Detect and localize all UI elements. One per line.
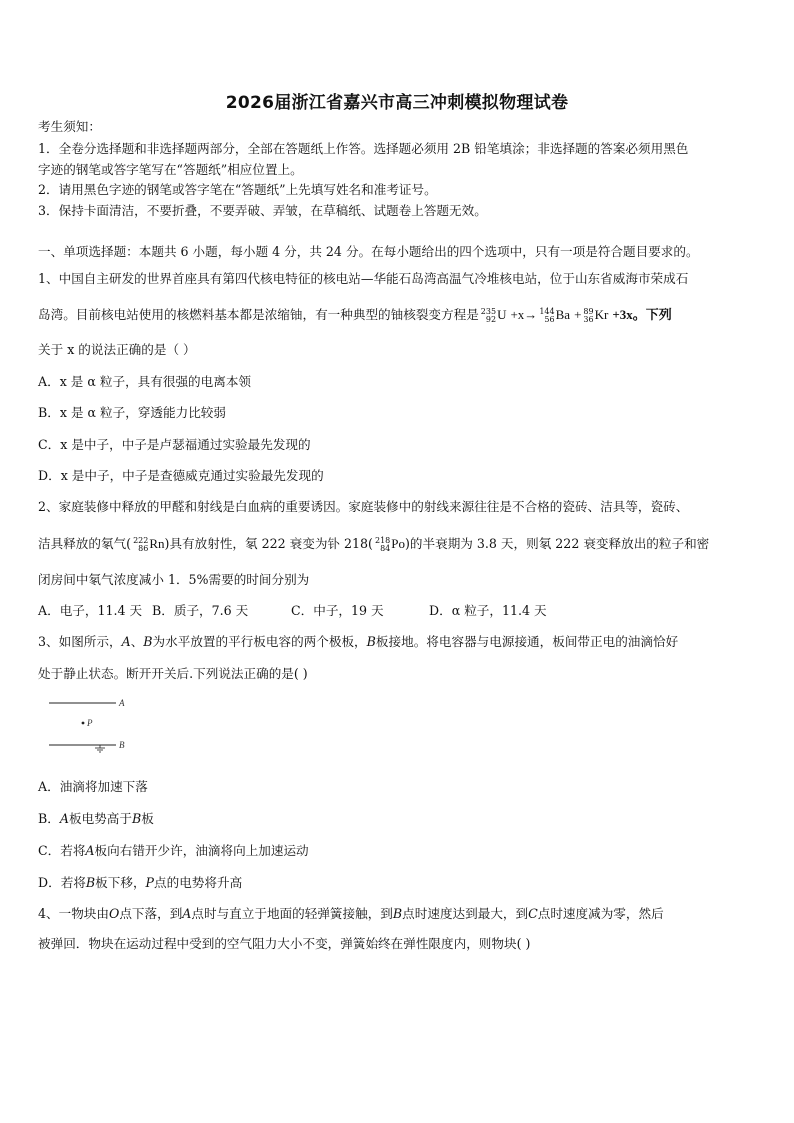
q2-stem-mid: )具有放射性，氡 222 衰变为钋 218( — [164, 536, 373, 551]
q3-optd-pre: D．若将 — [38, 875, 86, 890]
q4-o: O — [108, 906, 120, 921]
q4-c: 点时与直立于地面的轻弹簧接触，到 — [191, 906, 393, 921]
q1-plus-x-arrow: +x→ — [510, 307, 538, 322]
q4-stem-line2: 被弹回．物块在运动过程中受到的空气阻力大小不变，弹簧始终在弹性限度内，则物块( ) — [38, 936, 531, 951]
q3-stem-c: 板接地。将电容器与电源接通，板间带正电的油滴恰好 — [375, 634, 679, 649]
q1-stem-line2 — [38, 307, 758, 324]
q3-stem-line2: 处于静止状态。断开开关后.下列说法正确的是( ) — [38, 666, 308, 681]
q2-stem-post: )的半衰期为 3.8 天，则氡 222 衰变释放出的粒子和密 — [405, 536, 710, 551]
q1-option-a: A．x 是 α 粒子，具有很强的电离本领 — [38, 374, 252, 389]
q3-plate-b: B — [143, 634, 153, 649]
q1-stem-line3: 关于 x 的说法正确的是（ ） — [38, 342, 196, 357]
q4-e: 点时速度减为零，然后 — [537, 906, 664, 921]
q2-option-c: C．中子，19 天 — [291, 603, 384, 618]
q3-stem-b: 为水平放置的平行板电容的两个极板， — [152, 634, 367, 649]
q2-stem-line1: 2、家庭装修中释放的甲醛和射线是白血病的重要诱因。家庭装修中的射线来源往往是不合格的瓷砖、洁具等，瓷砖、 — [38, 499, 689, 514]
q3-plate-a: A — [121, 634, 131, 649]
q3-option-a: A．油滴将加速下落 — [38, 779, 148, 794]
q2-stem-pre: 洁具释放的氡气( — [38, 536, 132, 551]
q4-point-c: C — [528, 906, 538, 921]
plate-a-label: A — [119, 698, 125, 708]
q3-optd-post: 点的电势将升高 — [154, 875, 243, 890]
q3-optc-pre: C．若将 — [38, 843, 86, 858]
q2-option-d: D．α 粒子，11.4 天 — [429, 603, 547, 618]
q3-optc-post: 板向右错开少许，油滴将向上加速运动 — [94, 843, 309, 858]
ba-isotope-numbers: 144 56 — [539, 306, 555, 324]
q2-options — [38, 603, 758, 619]
q2-option-b: B．质子，7.6 天 — [152, 603, 249, 618]
q3-stem-a: 3、如图所示， — [38, 634, 122, 649]
q3-optb-a: A — [59, 811, 69, 826]
droplet-point — [82, 722, 85, 725]
section-heading: 一、单项选择题：本题共 6 小题，每小题 4 分，共 24 分。在每小题给出的四个选项中，只有一项是符合题目要求的。 — [38, 244, 699, 259]
q1-option-c: C．x 是中子，中子是卢瑟福通过实验最先发现的 — [38, 437, 311, 452]
q3-optc-a: A — [85, 843, 95, 858]
q1-stem-line1: 1、中国自主研发的世界首座具有第四代核电特征的核电站—华能石岛湾高温气冷堆核电站，位于山东省威海市荣成石 — [38, 271, 689, 286]
q2-stem-line2 — [38, 536, 758, 553]
q4-a: 4、一物块由 — [38, 906, 109, 921]
u-isotope-numbers: 235 92 — [480, 306, 497, 324]
q3-option-c — [38, 843, 758, 859]
page-title: 2026届浙江省嘉兴市高三冲刺模拟物理试卷 — [225, 93, 569, 113]
q3-option-b — [38, 811, 758, 827]
notice-item1-line2: 字迹的钢笔或答字笔写在“答题纸”相应位置上。 — [38, 162, 303, 177]
q4-stem-line1 — [38, 906, 758, 922]
q1-plus: + — [574, 307, 582, 322]
q3-optd-mid: 板下移， — [95, 875, 146, 890]
kr-symbol: Kr — [594, 307, 609, 322]
q3-stem-line1 — [38, 634, 758, 650]
plate-b-label: B — [119, 740, 125, 750]
q3-optb-post: 板 — [141, 811, 154, 826]
po-isotope-numbers: 218 84 — [374, 535, 391, 553]
u-symbol: U — [497, 307, 507, 322]
q1-option-b: B．x 是 α 粒子，穿透能力比较弱 — [38, 405, 226, 420]
rn-symbol: Rn — [149, 536, 165, 551]
q4-point-a: A — [182, 906, 192, 921]
q3-optd-p: P — [145, 875, 155, 890]
ba-symbol: Ba — [555, 307, 571, 322]
rn-isotope-numbers: 222 86 — [133, 535, 149, 553]
notice-heading: 考生须知： — [38, 119, 101, 134]
q3-optb-pre: B． — [38, 811, 60, 826]
q1-stem-tail: +3x。下列 — [612, 307, 672, 322]
notice-item3: 3．保持卡面清洁，不要折叠，不要弄破、弄皱，在草稿纸、试题卷上答题无效。 — [38, 203, 487, 218]
q3-optb-b: B — [131, 811, 142, 826]
q3-optd-b: B — [85, 875, 96, 890]
q2-stem-line3: 闭房间中氡气浓度减小 1．5%需要的时间分别为 — [38, 572, 310, 587]
point-p-label: P — [87, 718, 93, 728]
po-symbol: Po — [391, 536, 405, 551]
q1-option-d: D．x 是中子，中子是查德威克通过实验最先发现的 — [38, 468, 324, 483]
ground-icon — [95, 745, 105, 752]
q4-d: 点时速度达到最大，到 — [402, 906, 529, 921]
notice-item1-line1: 1．全卷分选择题和非选择题两部分，全部在答题纸上作答。选择题必须用 2B 铅笔填涂；非选择题的答案必须用黑色 — [38, 141, 689, 156]
q3-plate-b-2: B — [366, 634, 376, 649]
q4-point-b: B — [392, 906, 403, 921]
notice-item2: 2．请用黑色字迹的钢笔或答字笔在“答题纸”上先填写姓名和准考证号。 — [38, 182, 437, 197]
q3-sep: 、 — [130, 634, 144, 649]
kr-isotope-numbers: 89 36 — [583, 306, 594, 324]
q3-optb-mid: 板电势高于 — [68, 811, 132, 826]
q3-option-d — [38, 875, 758, 891]
capacitor-diagram — [38, 690, 138, 754]
q4-b: 点下落，到 — [119, 906, 183, 921]
q1-stem-text: 岛湾。目前核电站使用的核燃料基本都是浓缩铀，有一种典型的铀核裂变方程是 — [38, 307, 479, 322]
q2-option-a: A．电子，11.4 天 — [38, 603, 143, 618]
